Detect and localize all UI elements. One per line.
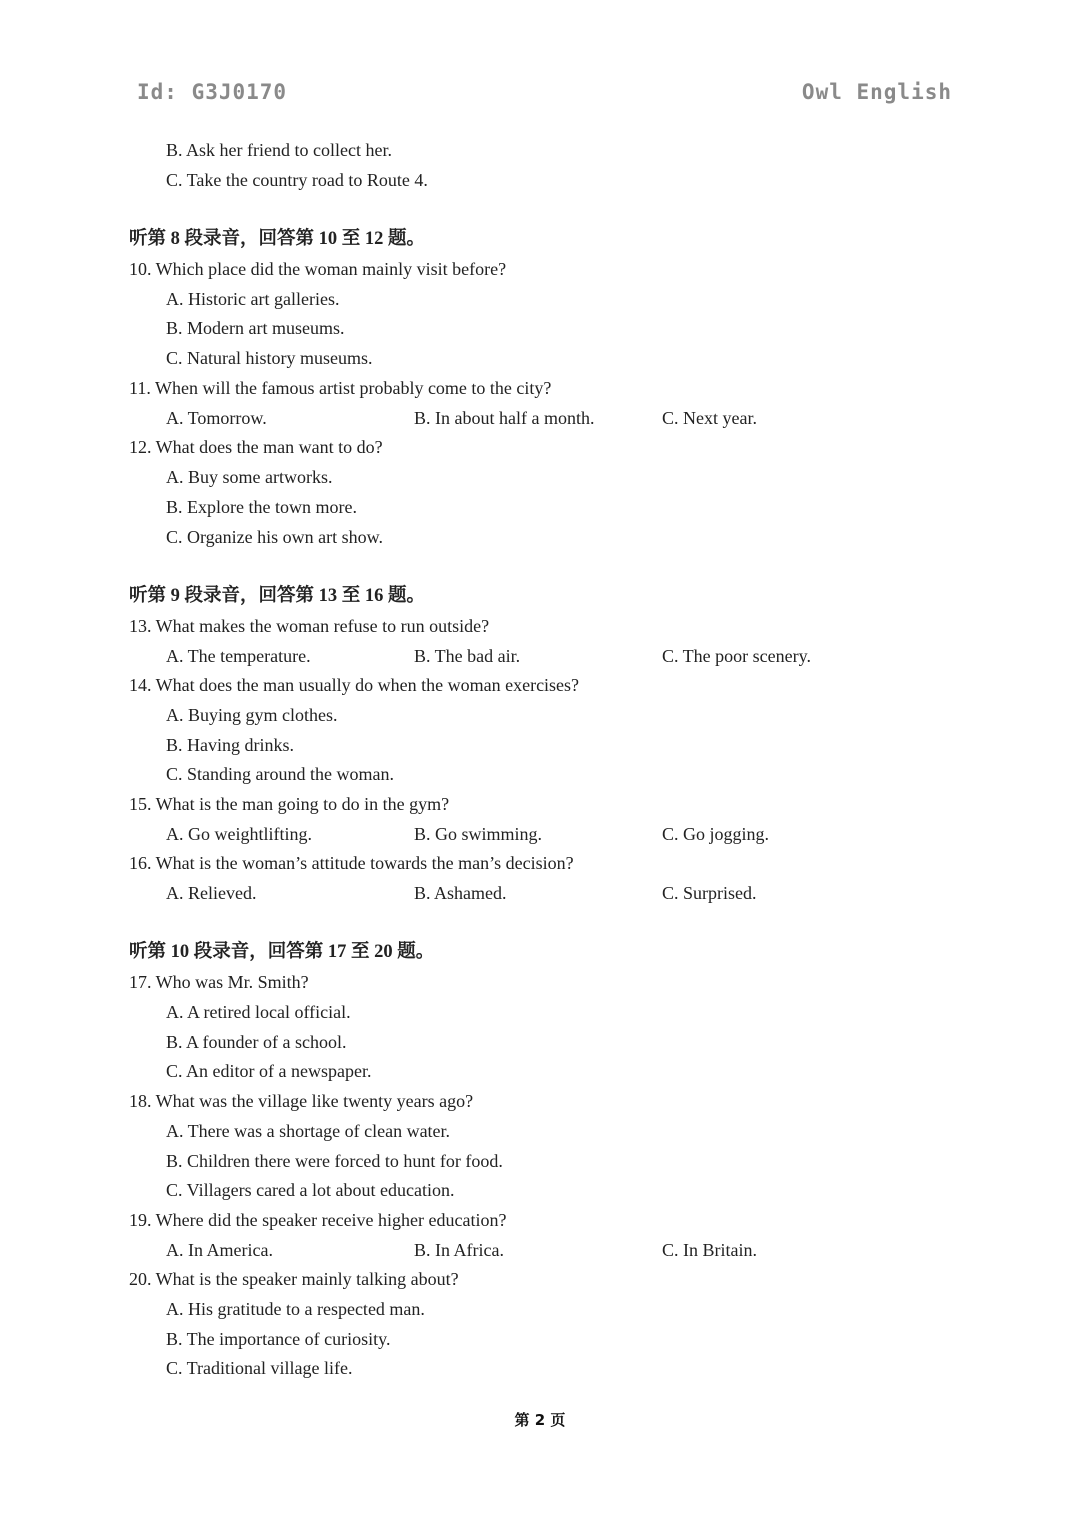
option: C. Surprised. bbox=[662, 883, 757, 903]
question: 19. Where did the speaker receive higher education? bbox=[129, 1210, 507, 1230]
question: 20. What is the speaker mainly talking about? bbox=[129, 1269, 459, 1289]
option: A. Buy some artworks. bbox=[166, 467, 333, 487]
option: C. The poor scenery. bbox=[662, 646, 811, 666]
question: 13. What makes the woman refuse to run outside? bbox=[129, 616, 490, 636]
question: 15. What is the man going to do in the gym? bbox=[129, 794, 450, 814]
option: C. Villagers cared a lot about education. bbox=[166, 1180, 455, 1200]
question: 11. When will the famous artist probably come to the city? bbox=[129, 378, 552, 398]
option: B. Explore the town more. bbox=[166, 497, 357, 517]
section-heading: 听第 9 段录音，回答第 13 至 16 题。 bbox=[129, 586, 426, 606]
question: 18. What was the village like twenty years ago? bbox=[129, 1091, 474, 1111]
option: A. In America. bbox=[166, 1240, 273, 1260]
question: 12. What does the man want to do? bbox=[129, 437, 383, 457]
option: B. The importance of curiosity. bbox=[166, 1329, 391, 1349]
option: A. Buying gym clothes. bbox=[166, 705, 338, 725]
option: A. There was a shortage of clean water. bbox=[166, 1121, 451, 1141]
brand-name: Owl English bbox=[801, 80, 952, 104]
option: C. Standing around the woman. bbox=[166, 764, 394, 784]
question: 17. Who was Mr. Smith? bbox=[129, 972, 309, 992]
option: B. Children there were forced to hunt for food. bbox=[166, 1151, 503, 1171]
option: B. Having drinks. bbox=[166, 735, 294, 755]
option: B. Go swimming. bbox=[414, 824, 543, 844]
option: C. Organize his own art show. bbox=[166, 527, 383, 547]
option: B. Ask her friend to collect her. bbox=[166, 140, 392, 160]
section-heading: 听第 8 段录音，回答第 10 至 12 题。 bbox=[129, 229, 426, 249]
option: C. Go jogging. bbox=[662, 824, 770, 844]
option: C. Natural history museums. bbox=[166, 348, 373, 368]
option: C. Next year. bbox=[662, 408, 757, 428]
option: A. Go weightlifting. bbox=[166, 824, 312, 844]
option: B. In Africa. bbox=[414, 1240, 504, 1260]
option: B. The bad air. bbox=[414, 646, 521, 666]
option: A. The temperature. bbox=[166, 646, 311, 666]
section-heading: 听第 10 段录音，回答第 17 至 20 题。 bbox=[129, 942, 435, 962]
option: B. In about half a month. bbox=[414, 408, 595, 428]
option: B. A founder of a school. bbox=[166, 1032, 347, 1052]
option: C. Traditional village life. bbox=[166, 1358, 353, 1378]
question: 10. Which place did the woman mainly visit before? bbox=[129, 259, 507, 279]
page-number: 第 2 页 bbox=[514, 1411, 566, 1429]
option: A. Historic art galleries. bbox=[166, 289, 340, 309]
option: B. Ashamed. bbox=[414, 883, 507, 903]
question: 16. What is the woman’s attitude towards the man’s decision? bbox=[129, 853, 574, 873]
question: 14. What does the man usually do when the woman exercises? bbox=[129, 675, 580, 695]
option: A. A retired local official. bbox=[166, 1002, 351, 1022]
document-id: Id: G3J0170 bbox=[137, 80, 288, 104]
option: C. In Britain. bbox=[662, 1240, 757, 1260]
option: A. Tomorrow. bbox=[166, 408, 267, 428]
option: C. An editor of a newspaper. bbox=[166, 1061, 372, 1081]
option: A. His gratitude to a respected man. bbox=[166, 1299, 425, 1319]
option: B. Modern art museums. bbox=[166, 318, 345, 338]
option: A. Relieved. bbox=[166, 883, 257, 903]
option: C. Take the country road to Route 4. bbox=[166, 170, 428, 190]
